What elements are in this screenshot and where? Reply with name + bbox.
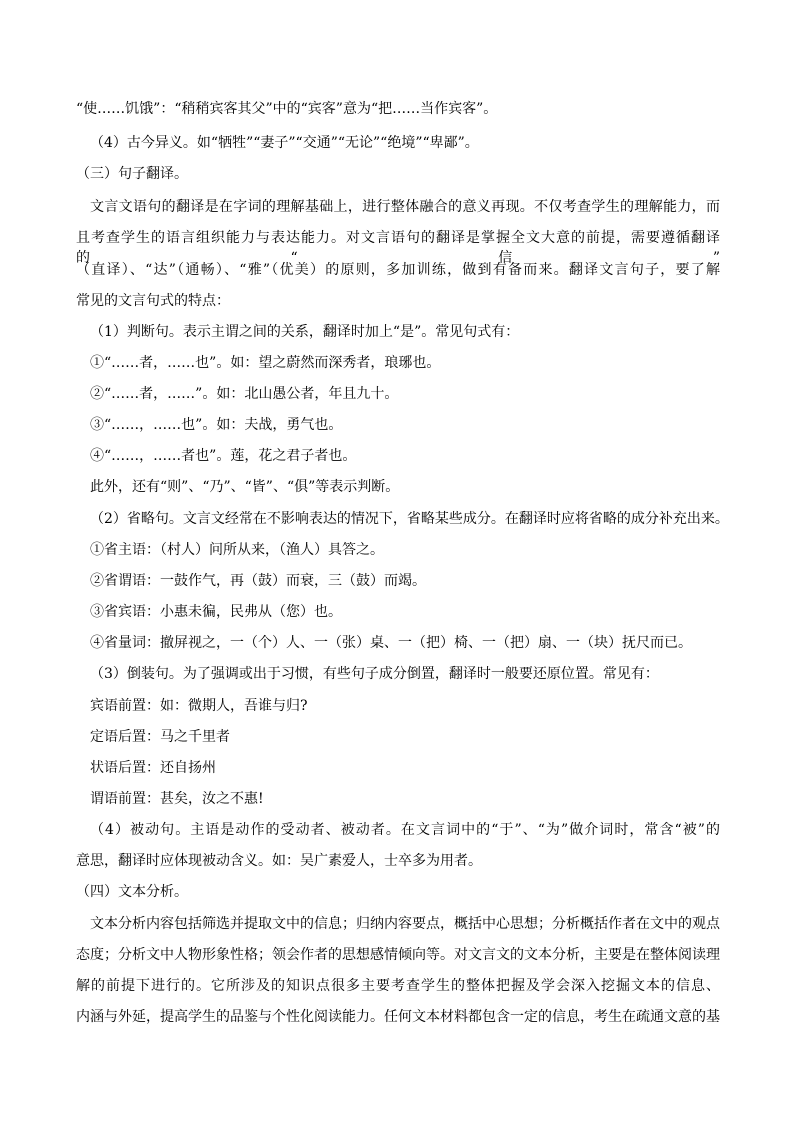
text-line: ④省量词：撤屏视之，一（个）人、一（张）桌、一（把）椅、一（把）扇、一（块）抚尺而已。 [90, 635, 692, 651]
text-line: ②省谓语：一鼓作气，再（鼓）而衰，三（鼓）而竭。 [90, 573, 426, 589]
text-line: 内涵与外延，提高学生的品鉴与个性化阅读能力。任何文本材料都包含一定的信息，考生在疏通文意的基 [76, 1009, 720, 1025]
text-line: （3）倒装句。为了强调或出于习惯，有些句子成分倒置，翻译时一般要还原位置。常见有： [90, 666, 659, 682]
text-line: ④“……，……者也”。莲，花之君子者也。 [90, 448, 357, 464]
text-line: （直译）、“达”（通畅）、“雅”（优美）的原则，多加训练，做到有备而来。翻译文言句子，要了解 [76, 262, 720, 278]
section-heading: （三）句子翻译。 [76, 166, 188, 182]
section-heading: （四）文本分析。 [76, 884, 188, 900]
text-line: 定语后置：马之千里者 [90, 729, 230, 745]
text-line: 意思，翻译时应体现被动含义。如：吴广素爱人，士卒多为用者。 [76, 853, 482, 869]
text-line: 且考查学生的语言组织能力与表达能力。对文言语句的翻译是掌握全文大意的前提，需要遵循翻译的“信” [76, 230, 720, 266]
text-line: 文言文语句的翻译是在字词的理解基础上，进行整体融合的意义再现。不仅考查学生的理解能力，而 [90, 199, 720, 215]
text-line: ③“……，……也”。如：夫战，勇气也。 [90, 417, 343, 433]
text-line: ②“……者，……”。如：北山愚公者，年且九十。 [90, 386, 399, 402]
text-line: 解的前提下进行的。它所涉及的知识点很多主要考查学生的整体把握及学会深入挖掘文本的信息、 [76, 978, 720, 994]
text-line: （1）判断句。表示主谓之间的关系，翻译时加上“是”。常见句式有： [90, 324, 520, 340]
text-line: ①“……者，……也”。如：望之蔚然而深秀者，琅琊也。 [90, 355, 441, 371]
text-line: 态度；分析文中人物形象性格；领会作者的思想感情倾向等。对文言文的文本分析，主要是在整体阅读理 [76, 947, 720, 963]
text-line: ①省主语：（村人）问所从来，（渔人）具答之。 [90, 542, 384, 558]
text-line: （4）古今异义。如“牺牲”“妻子”“交通”“无论”“绝境”“卑鄙”。 [90, 135, 479, 151]
text-line: （2）省略句。文言文经常在不影响表达的情况下，省略某些成分。在翻译时应将省略的成分补充出来。 [90, 511, 729, 527]
text-line: 谓语前置：甚矣，汝之不惠! [90, 791, 264, 807]
text-line: 此外，还有“则”、“乃”、“皆”、“俱”等表示判断。 [90, 479, 400, 495]
text-line: 文本分析内容包括筛选并提取文中的信息；归纳内容要点，概括中心思想；分析概括作者在文中的观点 [90, 916, 720, 932]
text-line: “使……饥饿”：“稍稍宾客其父”中的“宾客”意为“把……当作宾客”。 [76, 101, 498, 117]
text-line: 宾语前置：如：微期人，吾谁与归? [90, 698, 308, 714]
text-line: ③省宾语：小惠未徧，民弗从（您）也。 [90, 604, 342, 620]
text-line: （4）被动句。主语是动作的受动者、被动者。在文言词中的“于”、“为”做介词时，常含“被”的 [90, 822, 720, 838]
text-line: 常见的文言句式的特点： [76, 293, 230, 309]
text-line: 状语后置：还自扬州 [90, 760, 216, 776]
